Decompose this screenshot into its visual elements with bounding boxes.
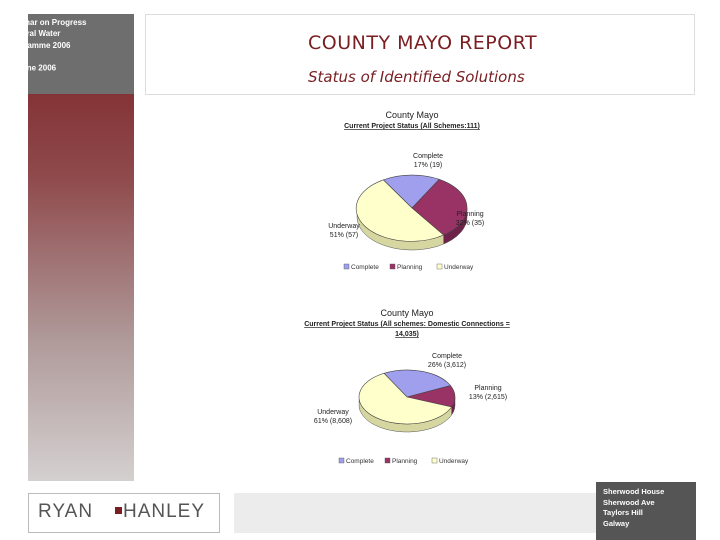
- chart-subtitle: 14,035): [395, 331, 419, 338]
- chart-legend: [344, 264, 474, 271]
- address-line: Taylors Hill: [603, 508, 643, 517]
- date-day: 8: [6, 63, 11, 73]
- pie-chart-2: [304, 308, 510, 465]
- slice-label-underway: Underway: [317, 409, 349, 416]
- address-line: Galway: [603, 518, 630, 528]
- pie-chart-1: [328, 110, 484, 271]
- logo-hanley-text: HANLEY: [123, 501, 206, 522]
- legend-label-complete: Complete: [346, 458, 374, 465]
- slice-value-planning: 13% (2,615): [468, 394, 508, 401]
- presentation-title-line: Presentation to: [6, 6, 65, 15]
- legend-label-planning: Planning: [397, 264, 423, 271]
- slice-label-underway: Underway: [328, 223, 360, 230]
- presentation-title-line: Seminar on Progress: [6, 17, 87, 27]
- chart-title: County Mayo: [380, 308, 434, 318]
- slice-value-underway: 51% (57): [329, 232, 359, 239]
- address-line: Sherwood House: [603, 487, 665, 496]
- chart-subtitle: Current Project Status (All Schemes:111): [344, 123, 480, 130]
- slice-value-complete: 26% (3,612): [427, 362, 467, 369]
- slice-label-planning: Planning: [474, 385, 502, 392]
- logo-ryan-text: RYAN: [38, 501, 94, 522]
- presentation-title-line: Programme 2006: [6, 40, 71, 50]
- date-suffix: th: [10, 63, 16, 69]
- legend-swatch-complete: [344, 264, 349, 269]
- slice-value-underway: 61% (8,608): [313, 418, 353, 425]
- date-rest: June 2006: [15, 63, 57, 73]
- footer-bar: [234, 493, 596, 533]
- slice-label-complete: Complete: [432, 353, 462, 360]
- report-title: COUNTY MAYO REPORT: [308, 32, 538, 54]
- address-line: Sherwood Ave: [603, 497, 655, 507]
- legend-label-underway: Underway: [444, 264, 474, 271]
- legend-label-underway: Underway: [439, 458, 469, 465]
- presentation-title-line: of Rural Water: [6, 29, 61, 38]
- slice-value-complete: 17% (19): [413, 162, 443, 169]
- slice-label-planning: Planning: [456, 211, 484, 218]
- company-address: [603, 487, 664, 529]
- chart-legend: [339, 458, 469, 465]
- report-subtitle: Status of Identified Solutions: [308, 68, 525, 86]
- chart-subtitle: Current Project Status (All schemes: Domestic Connections =: [304, 321, 510, 328]
- slice-label-complete: Complete: [413, 153, 443, 160]
- legend-swatch-underway: [437, 264, 442, 269]
- legend-label-complete: Complete: [351, 264, 379, 271]
- legend-label-planning: Planning: [392, 458, 418, 465]
- legend-swatch-complete: [339, 458, 344, 463]
- chart-title: County Mayo: [385, 110, 439, 120]
- slice-value-planning: 32% (35): [455, 220, 485, 227]
- legend-swatch-underway: [432, 458, 437, 463]
- logo-square-icon: [115, 507, 122, 514]
- legend-swatch-planning: [390, 264, 395, 269]
- company-logo: [28, 493, 220, 533]
- legend-swatch-planning: [385, 458, 390, 463]
